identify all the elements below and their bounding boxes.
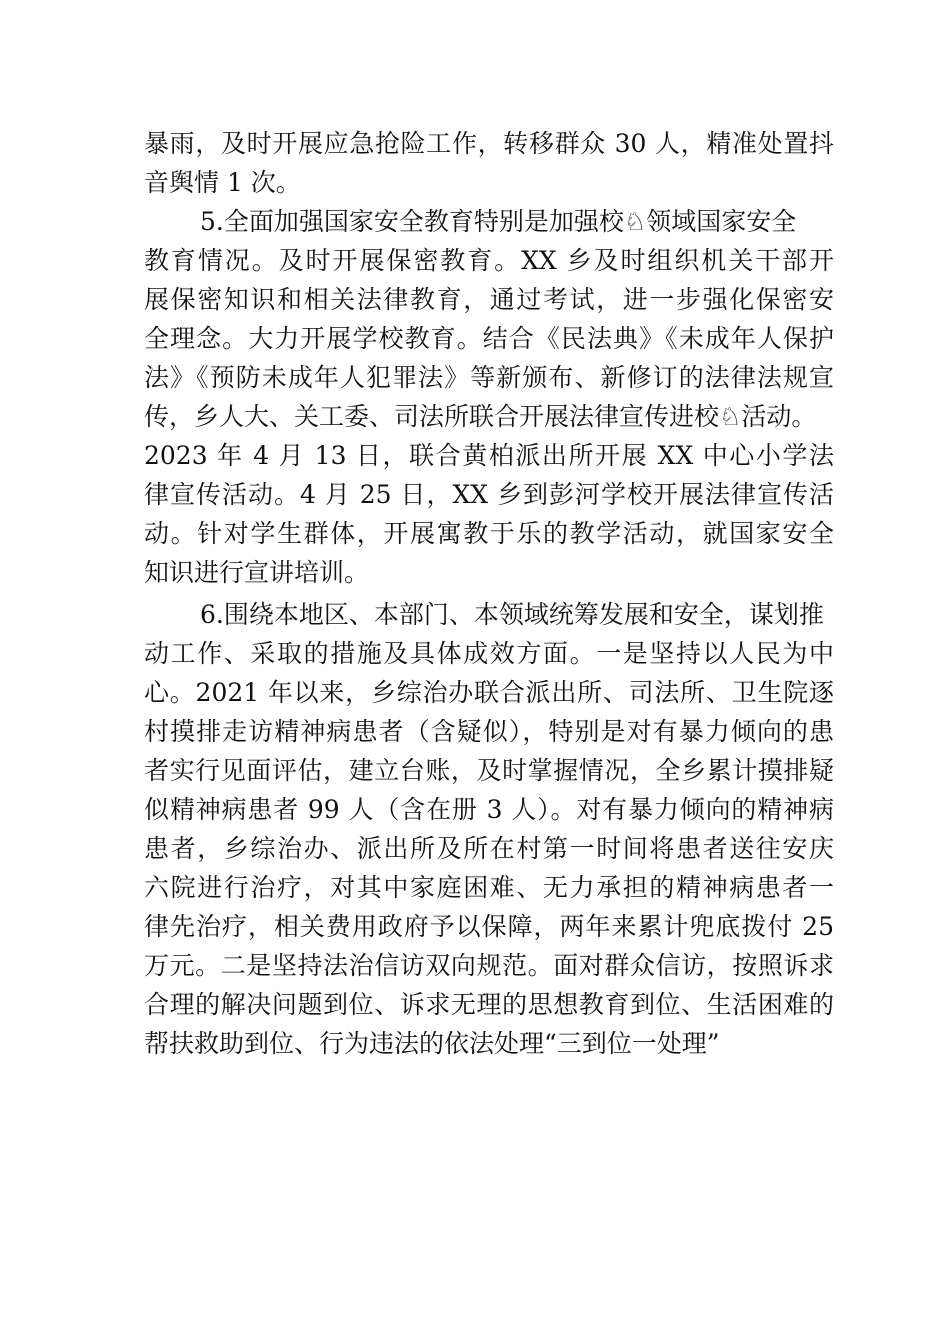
text-line: 暴雨，及时开展应急抢险工作，转移群众 30 人，精准处置抖 xyxy=(144,129,834,158)
text-line: 教育情况。及时开展保密教育。XX 乡及时组织机关干部开 xyxy=(144,246,834,275)
text-line: 律宣传活动。4 月 25 日，XX 乡到彭河学校开展法律宣传活 xyxy=(144,480,834,509)
text-line: 全理念。大力开展学校教育。结合《民法典》《未成年人保护 xyxy=(144,324,834,353)
text-line: 心。2021 年以来，乡综治办联合派出所、司法所、卫生院逐 xyxy=(144,678,834,707)
text-line: 万元。二是坚持法治信访双向规范。面对群众信访，按照诉求 xyxy=(144,951,834,980)
text-line: 帮扶救助到位、行为违法的依法处理“三到位一处理” xyxy=(144,1029,720,1058)
text-line: 知识进行宣讲培训。 xyxy=(144,558,370,587)
paragraph-5 xyxy=(144,202,834,592)
text-line: 传，乡人大、关工委、司法所联合开展法律宣传进校♘活动。 xyxy=(144,402,817,431)
text-line: 动。针对学生群体，开展寓教于乐的教学活动，就国家安全 xyxy=(144,519,834,548)
text-line: 者实行见面评估，建立台账，及时掌握情况，全乡累计摸排疑 xyxy=(144,756,834,785)
text-line: 律先治疗，相关费用政府予以保障，两年来累计兜底拨付 25 xyxy=(144,912,834,941)
text-line: 村摸排走访精神病患者（含疑似），特别是对有暴力倾向的患 xyxy=(144,717,834,746)
text-line: 5.全面加强国家安全教育特别是加强校♘领域国家安全 xyxy=(200,207,797,236)
text-line: 六院进行治疗，对其中家庭困难、无力承担的精神病患者一 xyxy=(144,873,834,902)
document-body xyxy=(144,124,834,1063)
text-line: 音舆情 1 次。 xyxy=(144,168,301,197)
paragraph-intro xyxy=(144,124,834,202)
text-line: 似精神病患者 99 人（含在册 3 人）。对有暴力倾向的精神病 xyxy=(144,795,834,824)
paragraph-6 xyxy=(144,595,834,1063)
text-line: 2023 年 4 月 13 日，联合黄柏派出所开展 XX 中心小学法 xyxy=(144,441,834,470)
text-line: 展保密知识和相关法律教育，通过考试，进一步强化保密安 xyxy=(144,285,834,314)
text-line: 法》《预防未成年人犯罪法》等新颁布、新修订的法律法规宣 xyxy=(144,363,834,392)
text-line: 患者，乡综治办、派出所及所在村第一时间将患者送往安庆 xyxy=(144,834,834,863)
text-line: 动工作、采取的措施及具体成效方面。一是坚持以人民为中 xyxy=(144,639,834,668)
text-line: 合理的解决问题到位、诉求无理的思想教育到位、生活困难的 xyxy=(144,990,834,1019)
text-line: 6.围绕本地区、本部门、本领域统筹发展和安全，谋划推 xyxy=(200,600,824,629)
